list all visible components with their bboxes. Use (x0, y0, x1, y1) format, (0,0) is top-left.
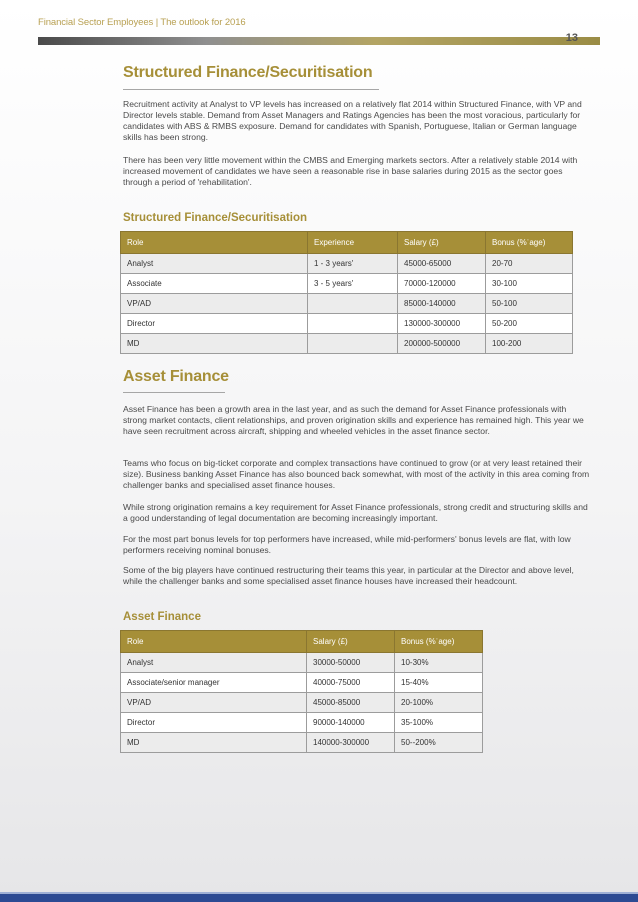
asset-paragraph-4: For the most part bonus levels for top performers have increased, while mid-performers' bonus levels are flat, with low performers receiving nominal bonuses. (123, 534, 571, 555)
table-cell: 35-100% (395, 713, 483, 733)
table-row (121, 254, 573, 274)
table-cell: 15-40% (395, 673, 483, 693)
asset-paragraph-5: Some of the big players have continued restructuring their teams this year, in particular at the Director and above level, while the challenger banks and some specialised asset finance houses have increased their headcount. (123, 565, 574, 586)
column-header-experience: Experience (308, 232, 398, 254)
table-row (121, 713, 483, 733)
section-heading-asset-finance: Asset Finance (123, 368, 229, 385)
table-cell: 50--200% (395, 733, 483, 753)
table-row (121, 653, 483, 673)
table-row (121, 334, 573, 354)
table-cell (308, 294, 398, 314)
table-cell: 200000-500000 (398, 334, 486, 354)
asset-paragraph-2: Teams who focus on big-ticket corporate and complex transactions have continued to grow (or at very least retained their size). Business banking Asset Finance has also bounced back somewhat, with most of the activity in this area coming from challenger banks and specialised asset finance houses. (123, 458, 590, 490)
footer-bar (0, 894, 638, 902)
heading-underline (123, 392, 225, 393)
table-cell: 3 - 5 years' (308, 274, 398, 294)
table-cell: VP/AD (121, 294, 308, 314)
table-row (121, 693, 483, 713)
table-cell: 1 - 3 years' (308, 254, 398, 274)
asset-paragraph-3: While strong origination remains a key requirement for Asset Finance professionals, strong credit and structuring skills and a good understanding of legal documentation are becoming increasingly important. (123, 502, 588, 523)
table-row (121, 314, 573, 334)
table-cell: 85000-140000 (398, 294, 486, 314)
table-cell: Director (121, 713, 307, 733)
table-cell: 10-30% (395, 653, 483, 673)
table-cell: 40000-75000 (307, 673, 395, 693)
table-cell: VP/AD (121, 693, 307, 713)
table-cell: Analyst (121, 653, 307, 673)
table-cell: MD (121, 334, 308, 354)
structured-paragraph-2: There has been very little movement within the CMBS and Emerging markets sectors. After a relatively stable 2014 with increased movement of candidates we have seen a reasonable rise in base salaries during 2015 as the sector goes through a period of 'rehabilitation'. (123, 155, 578, 187)
asset-finance-table (120, 630, 483, 753)
column-header-bonus: Bonus (%ˈage) (395, 631, 483, 653)
table-cell: 50-100 (486, 294, 573, 314)
structured-paragraph-1: Recruitment activity at Analyst to VP levels has increased on a relatively flat 2014 within Structured Finance, with VP and Director levels stable. Demand from Asset Managers and Ratings Agencies has been the most voracious, particularly for candidates with ABS & RMBS exposure. Demand for candidates with Spanish, Portuguese, Italian or German language skills has been strong. (123, 99, 582, 142)
table-cell: Associate (121, 274, 308, 294)
table-cell: Analyst (121, 254, 308, 274)
table-cell: 45000-65000 (398, 254, 486, 274)
table-cell (308, 314, 398, 334)
table-cell: Associate/senior manager (121, 673, 307, 693)
column-header-salary: Salary (£) (398, 232, 486, 254)
table-cell: 30000-50000 (307, 653, 395, 673)
table-cell: 90000-140000 (307, 713, 395, 733)
table-title-asset-finance: Asset Finance (123, 611, 201, 623)
page-number: 13 (565, 32, 578, 44)
table-cell: 30-100 (486, 274, 573, 294)
table-row (121, 274, 573, 294)
table-cell: 50-200 (486, 314, 573, 334)
table-cell: 130000-300000 (398, 314, 486, 334)
header-bar (38, 37, 600, 45)
section-heading-structured-finance: Structured Finance/Securitisation (123, 64, 373, 81)
table-header-row (121, 232, 573, 254)
table-cell: MD (121, 733, 307, 753)
heading-underline (123, 89, 379, 90)
table-title-structured-finance: Structured Finance/Securitisation (123, 212, 308, 224)
table-row (121, 673, 483, 693)
column-header-salary: Salary (£) (307, 631, 395, 653)
table-row (121, 294, 573, 314)
table-cell (308, 334, 398, 354)
column-header-bonus: Bonus (%ˈage) (486, 232, 573, 254)
running-header: Financial Sector Employees | The outlook for 2016 (38, 17, 246, 28)
asset-paragraph-1: Asset Finance has been a growth area in the last year, and as such the demand for Asset Finance professionals with strong market contacts, client relationships, and proven origination skills and experience has remained high. This year we have seen recruitment across aircraft, shipping and wheeled vehicles in the asset finance sector. (123, 404, 584, 436)
table-cell: 45000-85000 (307, 693, 395, 713)
table-header-row (121, 631, 483, 653)
table-cell: 140000-300000 (307, 733, 395, 753)
table-cell: 70000-120000 (398, 274, 486, 294)
table-cell: 20-100% (395, 693, 483, 713)
structured-finance-table (120, 231, 573, 354)
table-cell: Director (121, 314, 308, 334)
column-header-role: Role (121, 631, 307, 653)
table-cell: 20-70 (486, 254, 573, 274)
column-header-role: Role (121, 232, 308, 254)
table-cell: 100-200 (486, 334, 573, 354)
table-row (121, 733, 483, 753)
